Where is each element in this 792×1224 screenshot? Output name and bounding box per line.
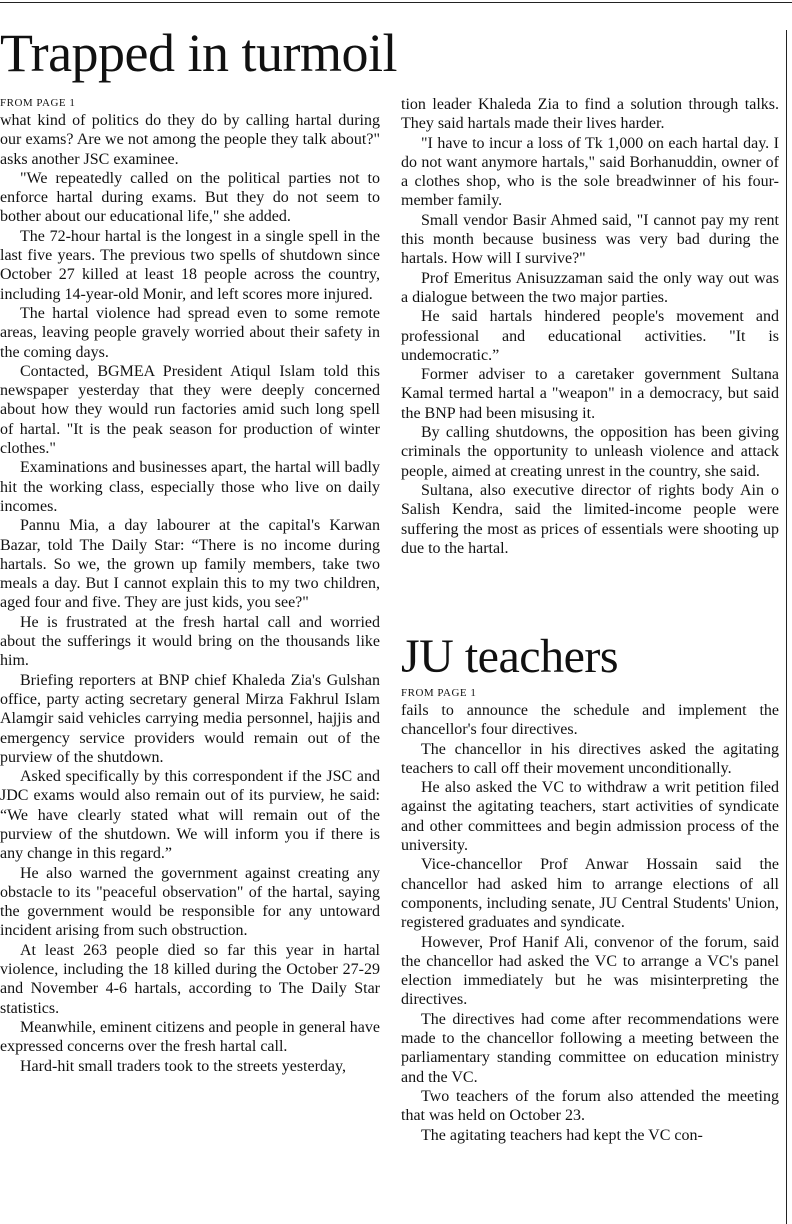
- column-rule: [786, 30, 787, 1224]
- story2-column: [401, 685, 779, 1145]
- story1-paragraph: what kind of politics do they do by calling hartal during our exams? Are we not among the people they talk about?" asks another JSC examinee.: [0, 112, 380, 168]
- story2-paragraph: However, Prof Hanif Ali, convenor of the forum, said the chancellor had asked the VC to arrange a VC's panel election immediately but he was misinterpreting the directives.: [401, 933, 779, 1009]
- story1-continuation-paragraph: Small vendor Basir Ahmed said, "I cannot pay my rent this month because business was very bad during the hartals. How will I survive?": [401, 211, 779, 268]
- story1-continuation-paragraph: By calling shutdowns, the opposition has been giving criminals the opportunity to unleash violence and attack people, aimed at creating unrest in the country, she said.: [401, 424, 779, 480]
- story1-paragraph: He also warned the government against creating any obstacle to its "peaceful observation" of the hartal, saying the government would be responsible for any untoward incident arising from such obstruction.: [0, 864, 380, 940]
- story1-paragraph: Contacted, BGMEA President Atiqul Islam told this newspaper yesterday that they were deeply concerned about how they would run factories amid such long spell of hartal. "It is the peak season for production of winter clothes.": [0, 362, 380, 458]
- story1-continuation-paragraph: Former adviser to a caretaker government Sultana Kamal termed hartal a "weapon" in a democracy, but said the BNP had been misusing it.: [401, 366, 779, 422]
- story1-paragraph: Briefing reporters at BNP chief Khaleda Zia's Gulshan office, party acting secretary general Mirza Fakhrul Islam Alamgir said vehicles carrying media personnel, hajjis and emergency service providers would remain out of the purview of the shutdown.: [0, 671, 380, 766]
- story1-headline: Trapped in turmoil: [0, 23, 398, 83]
- story1-continuation-paragraph: tion leader Khaleda Zia to find a solution through talks. They said hartals made their lives harder.: [401, 96, 779, 133]
- story2-paragraph: Two teachers of the forum also attended the meeting that was held on October 23.: [401, 1087, 779, 1125]
- story1-continuation-paragraph: He said hartals hindered people's movement and professional and educational activities. "It is undemocratic.”: [401, 308, 779, 364]
- story2-paragraph: The chancellor in his directives asked the agitating teachers to call off their movement unconditionally.: [401, 740, 779, 777]
- story1-paragraph: Examinations and businesses apart, the hartal will badly hit the working class, especially those who live on daily incomes.: [0, 459, 380, 515]
- story1-column-left: [0, 95, 380, 1076]
- story1-paragraph: He is frustrated at the fresh hartal call and worried about the sufferings it would bring on the thousands like him.: [0, 613, 380, 670]
- story1-kicker: FROM PAGE 1: [0, 97, 76, 109]
- story1-continuation-paragraph: Sultana, also executive director of rights body Ain o Salish Kendra, said the limited-income people were suffering the most as prices of essentials were shooting up due to the hartal.: [401, 481, 779, 557]
- story1-paragraph: The 72-hour hartal is the longest in a single spell in the last five years. The previous two spells of shutdown since October 27 killed at least 18 people across the country, including 14-year-old Monir, and left scores more injured.: [0, 227, 380, 303]
- story2-paragraph: The directives had come after recommendations were made to the chancellor following a meeting between the parliamentary standing committee on education ministry and the VC.: [401, 1010, 779, 1086]
- story2-headline: JU teachers: [401, 630, 619, 683]
- story1-paragraph: Asked specifically by this correspondent if the JSC and JDC exams would also remain out of its purview, he said: “We have clearly stated what will remain out of the purview of the shutdown. We will inform you if there is any change in this regard.”: [0, 768, 380, 863]
- story1-continuation-paragraph: Prof Emeritus Anisuzzaman said the only way out was a dialogue between the two major parties.: [401, 269, 779, 306]
- story2-paragraph: Vice-chancellor Prof Anwar Hossain said the chancellor had asked him to arrange elections of all components, including senate, JU Central Students' Union, registered graduates and syndicate.: [401, 856, 779, 932]
- story2-paragraph: fails to announce the schedule and implement the chancellor's four directives.: [401, 702, 779, 739]
- story1-paragraph: "We repeatedly called on the political parties not to enforce hartal during exams. But they do not seem to bother about our educational life," she added.: [0, 169, 380, 226]
- story1-paragraph: Pannu Mia, a day labourer at the capital's Karwan Bazar, told The Daily Star: “There is no income during hartals. So we, the grown up family members, take two meals a day. But I cannot explain this to my two children, aged four and five. They are just kids, you see?": [0, 517, 380, 612]
- story1-column-right: [401, 95, 779, 558]
- story2-kicker: FROM PAGE 1: [401, 687, 477, 699]
- story1-paragraph: Meanwhile, eminent citizens and people in general have expressed concerns over the fresh hartal call.: [0, 1018, 380, 1056]
- story1-continuation-paragraph: "I have to incur a loss of Tk 1,000 on each hartal day. I do not want anymore hartals," said Borhanuddin, owner of a clothes shop, who is the sole breadwinner of his four-member family.: [401, 134, 779, 210]
- story1-paragraph: The hartal violence had spread even to some remote areas, leaving people gravely worried about their safety in the coming days.: [0, 304, 380, 361]
- story2-paragraph: The agitating teachers had kept the VC con-: [421, 1126, 703, 1144]
- top-rule: [0, 2, 792, 3]
- story2-paragraph: He also asked the VC to withdraw a writ petition filed against the agitating teachers, start activities of syndicate and other committees and begin admission process of the university.: [401, 779, 779, 855]
- story1-paragraph: At least 263 people died so far this year in hartal violence, including the 18 killed during the October 27-29 and November 4-6 hartals, according to The Daily Star statistics.: [0, 941, 380, 1017]
- story1-paragraph: Hard-hit small traders took to the streets yesterday,: [20, 1057, 346, 1075]
